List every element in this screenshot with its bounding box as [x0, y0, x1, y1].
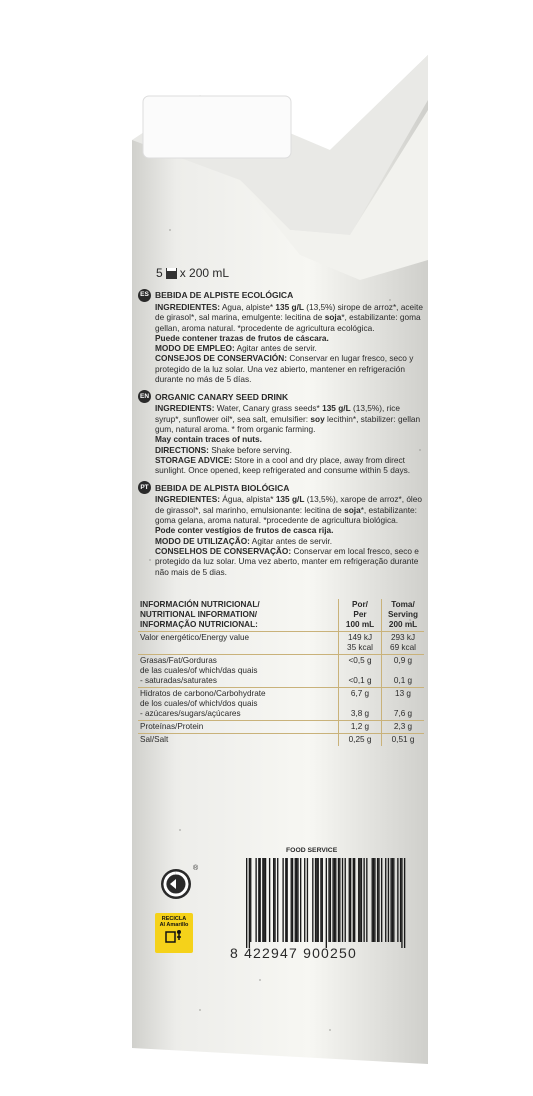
barcode-bar [335, 858, 336, 942]
glass-icon [166, 268, 177, 279]
barcode-bar [277, 858, 278, 942]
language-sections [138, 289, 424, 577]
nutrition-row [138, 654, 424, 687]
nutrition-table [138, 599, 424, 746]
lang-section-en [138, 390, 424, 475]
recycle-line2: Al Amarillo [159, 922, 189, 928]
lang-paragraph: MODO DE EMPLEO: Agitar antes de servir. [155, 343, 317, 354]
barcode-bar [328, 858, 329, 942]
nutrition-row [138, 631, 424, 654]
servings-size: x 200 mL [179, 266, 230, 281]
lang-title: BEBIDA DE ALPISTE ECOLÓGICA [155, 290, 294, 301]
barcode-bar [349, 858, 350, 942]
barcode-bar [274, 858, 275, 942]
lang-code-badge: ES [138, 289, 151, 302]
lang-section-pt [138, 481, 424, 576]
barcode-bar [282, 858, 283, 942]
barcode [244, 858, 412, 950]
barcode-bar [342, 858, 343, 942]
barcode-bar [292, 858, 293, 942]
barcode-bar [285, 858, 286, 942]
barcode-bar [361, 858, 362, 942]
barcode-bar [264, 858, 265, 942]
nutrition-row [138, 720, 424, 733]
barcode-bar [262, 858, 263, 942]
nutrient-value: 293 kJ 69 kcal [382, 631, 425, 654]
barcode-bar [397, 858, 398, 942]
lang-heading [138, 289, 424, 302]
servings-count: 5 [156, 266, 163, 281]
barcode-bar [265, 858, 266, 942]
nutrient-value: <0,5 g <0,1 g [339, 654, 382, 687]
nutrient-value: Por/ Per 100 mL [339, 599, 382, 632]
barcode-bar [339, 858, 340, 942]
nutrient-value: 13 g 7,6 g [382, 687, 425, 720]
nutrition-row [138, 599, 424, 632]
nutrient-value: Toma/ Serving 200 mL [382, 599, 425, 632]
recycle-line1: RECICLA [161, 916, 187, 922]
barcode-bar [297, 858, 298, 942]
lang-paragraph: MODO DE UTILIZAÇÃO: Agitar antes de servir. [155, 535, 333, 546]
nutrient-label: INFORMACIÓN NUTRICIONAL/ NUTRITIONAL INFORMATION/ INFORMAÇÃO NUTRICIONAL: [140, 599, 260, 629]
nutrient-label: Proteínas/Protein [138, 720, 339, 733]
barcode-bar [377, 858, 378, 942]
barcode-bar [304, 858, 305, 942]
barcode-bar [404, 858, 405, 948]
barcode-bar [269, 858, 270, 942]
barcode-bar [393, 858, 394, 942]
barcode-bar [287, 858, 288, 942]
lang-paragraph: INGREDIENTES: Agua, alpiste* 135 g/L (13,5%) sirope de arroz*, aceite de girasol*, sal marina, emulgente: lecitina de soja*, estabilizante: goma gellan, aroma natural. *procedente de agricultura ecológica. [155, 302, 423, 333]
barcode-bar [374, 858, 375, 942]
barcode-bar [258, 858, 259, 942]
nutrition-row [138, 687, 424, 720]
barcode-bar [332, 858, 333, 942]
lang-paragraph: INGREDIENTS: Water, Canary grass seeds* 135 g/L (13,5%), rice syrup*, sunflower oil*, sea salt, emulsifier: soy lecithin*, stabilizer: gellan gum, natural aroma. * from organic farming. [155, 403, 421, 434]
barcode-bar [366, 858, 367, 942]
barcode-bar [291, 858, 292, 942]
lang-heading [138, 390, 424, 403]
nutrient-label: Hidratos de carbono/Carbohydrate de los cuales/of which/dos quais - azúcares/sugars/açúcares [138, 687, 339, 720]
barcode-bar [359, 858, 360, 942]
barcode-bar [246, 858, 247, 948]
barcode-bar [388, 858, 389, 942]
barcode-bar [315, 858, 316, 942]
barcode-bar [320, 858, 321, 942]
nutrient-label: Sal/Salt [138, 733, 339, 746]
barcode-bar [350, 858, 351, 942]
nutrient-value: 2,3 g [382, 720, 425, 733]
lang-paragraph: INGREDIENTES: Água, alpista* 135 g/L (13,5%), xarope de arroz*, óleo de girassol*, sal marinho, emulsionante: lecitina de soja*, estabilizante: goma gelana, aroma natural. *procedente de agricultura biológica. [155, 494, 423, 526]
ean-number: 8 422947 900250 [230, 945, 357, 961]
barcode-bar [316, 858, 317, 942]
barcode-bar [322, 858, 323, 942]
barcode-bar [363, 858, 364, 942]
barcode-bar [249, 858, 250, 948]
barcode-bar [295, 858, 296, 942]
registered-mark: ® [193, 865, 199, 872]
barcode-bar [373, 858, 374, 942]
food-service-label: FOOD SERVICE [286, 847, 338, 854]
barcode-bar [400, 858, 401, 942]
barcode-bar [250, 858, 251, 942]
lang-title: BEBIDA DE ALPISTA BIOLÓGICA [155, 482, 290, 493]
servings-line [156, 268, 424, 279]
barcode-bar [318, 858, 319, 942]
lang-code-badge: EN [138, 390, 151, 403]
nutrient-value: 1,2 g [339, 720, 382, 733]
barcode-bar [255, 858, 256, 942]
nutrition-row [138, 733, 424, 746]
lang-body [138, 494, 424, 576]
barcode-bar [334, 858, 335, 942]
lang-paragraph: CONSEJOS DE CONSERVACIÓN: Conservar en lugar fresco, seco y protegido de la luz solar. Una vez abierto, mantener en refrigeración durante no más de 5 días. [155, 353, 414, 385]
lang-paragraph: Pode conter vestígios de frutos de casca rija. [155, 525, 334, 536]
nutrient-label: Valor energético/Energy value [138, 631, 339, 654]
barcode-bar [358, 858, 359, 942]
green-dot-recycle-icon [161, 869, 191, 899]
barcode-bar [354, 858, 355, 942]
nutrient-label: Grasas/Fat/Gorduras de las cuales/of which/das quais - saturadas/saturates [138, 654, 339, 687]
nutrient-value: 0,51 g [382, 733, 425, 746]
barcode-bar [260, 858, 261, 942]
barcode-bar [353, 858, 354, 942]
lang-paragraph: Puede contener trazas de frutos de cáscara. [155, 332, 329, 343]
barcode-bar [300, 858, 301, 942]
nutrient-value: 149 kJ 35 kcal [339, 631, 382, 654]
barcode-bar [378, 858, 379, 942]
barcode-bar [312, 858, 313, 942]
barcode-bar [273, 858, 274, 942]
lang-paragraph: CONSELHOS DE CONSERVAÇÃO: Conservar em local fresco, seco e protegido da luz solar. Uma vez aberto, manter em refrigeração durante não mais de 5 dias. [155, 545, 419, 577]
barcode-bar [392, 858, 393, 942]
nutrient-value: 0,9 g 0,1 g [382, 654, 425, 687]
barcode-bar [296, 858, 297, 942]
lang-code-badge: PT [138, 481, 151, 494]
lang-paragraph: May contain traces of nuts. [155, 434, 262, 445]
bin-icon [163, 928, 185, 944]
nutrient-value: 6,7 g 3,8 g [339, 687, 382, 720]
barcode-bar [338, 858, 339, 942]
barcode-bar [381, 858, 382, 942]
barcode-bar [385, 858, 386, 942]
lang-heading [138, 481, 424, 494]
barcode-bar [401, 858, 402, 948]
barcode-bar [330, 858, 331, 942]
lang-body [138, 302, 424, 384]
label-text [138, 268, 424, 746]
lang-section-es [138, 289, 424, 384]
lang-body [138, 403, 424, 475]
lang-title: ORGANIC CANARY SEED DRINK [155, 391, 289, 402]
barcode-bar [326, 858, 327, 948]
lang-paragraph: DIRECTIONS: Shake before serving. [155, 444, 292, 455]
nutrient-value: 0,25 g [339, 733, 382, 746]
lang-paragraph: STORAGE ADVICE: Store in a cool and dry place, away from direct sunlight. Once opened, keep refrigerated and consume within 5 days. [155, 454, 411, 476]
recycle-yellow-bin-badge [155, 913, 193, 953]
barcode-bar [345, 858, 346, 942]
barcode-bar [307, 858, 308, 942]
barcode-bar [390, 858, 391, 942]
barcode-bar [372, 858, 373, 942]
